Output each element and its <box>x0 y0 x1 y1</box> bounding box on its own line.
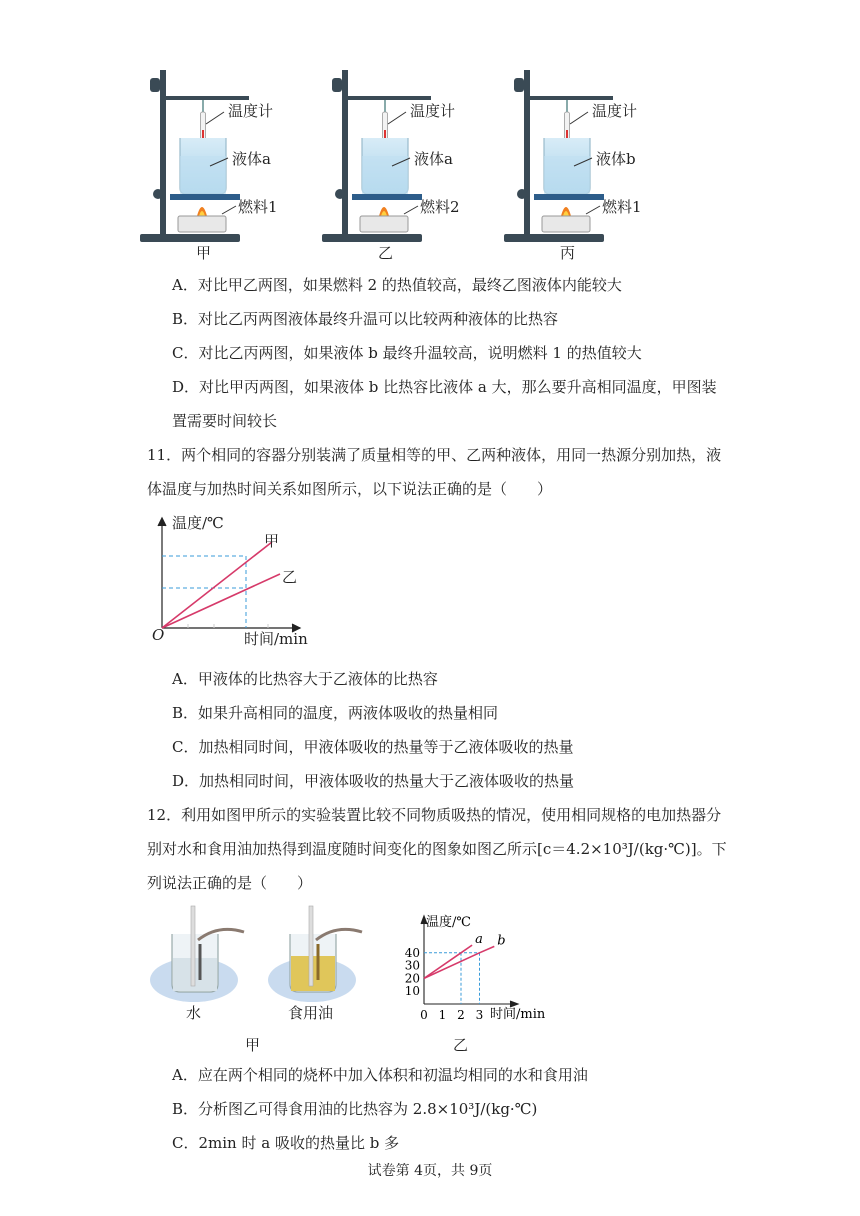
q11-origin: O <box>152 626 165 644</box>
label-thermometer-jia: 温度计 <box>228 102 274 120</box>
q11-stem-line2: 体温度与加热时间关系如图所示，以下说法正确的是（ ） <box>147 480 553 498</box>
q11-option-c: C．加热相同时间，甲液体吸收的热量等于乙液体吸收的热量 <box>172 738 574 756</box>
series-a-line <box>424 945 472 978</box>
q12-stem-line1: 12．利用如图甲所示的实验装置比较不同物质吸热的情况，使用相同规格的电加热器分 <box>147 806 722 824</box>
label-thermometer-bing: 温度计 <box>592 102 638 120</box>
page-footer: 试卷第 4页，共 9页 <box>367 1163 493 1179</box>
x-tick-label-3: 3 <box>475 1008 484 1022</box>
q10-option-c: C．对比乙丙两图，如果液体 b 最终升温较高，说明燃料 1 的热值较大 <box>172 344 642 362</box>
guide-lines <box>424 953 480 1004</box>
x-tick-label-2: 2 <box>457 1008 465 1022</box>
q10-option-d-cont: 置需要时间较长 <box>172 412 278 430</box>
caption-jia: 甲 <box>196 244 212 262</box>
label-liquid-bing: 液体b <box>596 150 636 168</box>
q11-option-d: D．加热相同时间，甲液体吸收的热量大于乙液体吸收的热量 <box>172 772 575 790</box>
apparatus-figure <box>140 66 670 266</box>
q11-xlabel: 时间/min <box>244 630 308 648</box>
label-liquid-yi: 液体a <box>414 150 453 168</box>
q12-stem-line2: 别对水和食用油加热得到温度随时间变化的图象如图乙所示[c＝4.2×10³J/(kg·℃)]。下 <box>147 840 727 858</box>
series-a-label: a <box>475 932 483 948</box>
y-tick-label-3: 40 <box>404 945 420 960</box>
label-fuel-jia: 燃料1 <box>238 198 278 216</box>
y-tick-label-2: 30 <box>404 958 420 973</box>
q11-option-a: A．甲液体的比热容大于乙液体的比热容 <box>172 670 438 688</box>
q12-option-c: C．2min 时 a 吸收的热量比 b 多 <box>172 1134 400 1152</box>
label-fuel-yi: 燃料2 <box>420 198 460 216</box>
caption-yi: 乙 <box>378 244 394 262</box>
q12-stem-line3: 列说法正确的是（ ） <box>147 874 313 892</box>
y-tick-label-0: 10 <box>404 984 420 999</box>
q11-stem-line1: 11．两个相同的容器分别装满了质量相等的甲、乙两种液体，用同一热源分别加热，液 <box>147 446 722 464</box>
q11-option-b: B．如果升高相同的温度，两液体吸收的热量相同 <box>172 704 499 722</box>
caption-bing: 丙 <box>560 244 576 262</box>
series-b-line <box>424 946 494 978</box>
label-liquid-jia: 液体a <box>232 150 271 168</box>
q11-series-jia-label: 甲 <box>264 532 280 550</box>
label-thermometer-yi: 温度计 <box>410 102 456 120</box>
q12-option-a: A．应在两个相同的烧杯中加入体积和初温均相同的水和食用油 <box>172 1066 588 1084</box>
q12-ylabel: 温度/℃ <box>426 915 471 930</box>
series-b-label: b <box>497 933 506 949</box>
q12-caption-yi: 乙 <box>453 1036 469 1054</box>
q12-beaker2-label: 食用油 <box>288 1004 334 1022</box>
x-tick-label-1: 1 <box>438 1008 447 1022</box>
q11-series-yi-label: 乙 <box>282 568 298 586</box>
q12-beaker1-label: 水 <box>186 1004 202 1022</box>
q12-option-b: B．分析图乙可得食用油的比热容为 2.8×10³J/(kg·℃) <box>172 1100 538 1118</box>
q11-ylabel: 温度/℃ <box>172 514 224 532</box>
q10-option-a: A．对比甲乙两图，如果燃料 2 的热值较高，最终乙图液体内能较大 <box>172 276 622 294</box>
label-fuel-bing: 燃料1 <box>602 198 642 216</box>
q12-caption-jia: 甲 <box>245 1036 261 1054</box>
q12-beakers-figure <box>148 900 388 1020</box>
q10-option-b: B．对比乙丙两图液体最终升温可以比较两种液体的比热容 <box>172 310 559 328</box>
x-tick-label-0: 0 <box>420 1008 428 1022</box>
q12-xlabel: 时间/min <box>490 1007 546 1022</box>
y-tick-label-1: 20 <box>404 971 420 986</box>
q12-temperature-chart <box>400 906 560 1026</box>
q10-option-d: D．对比甲丙两图，如果液体 b 比热容比液体 a 大，那么要升高相同温度，甲图装 <box>172 378 717 396</box>
